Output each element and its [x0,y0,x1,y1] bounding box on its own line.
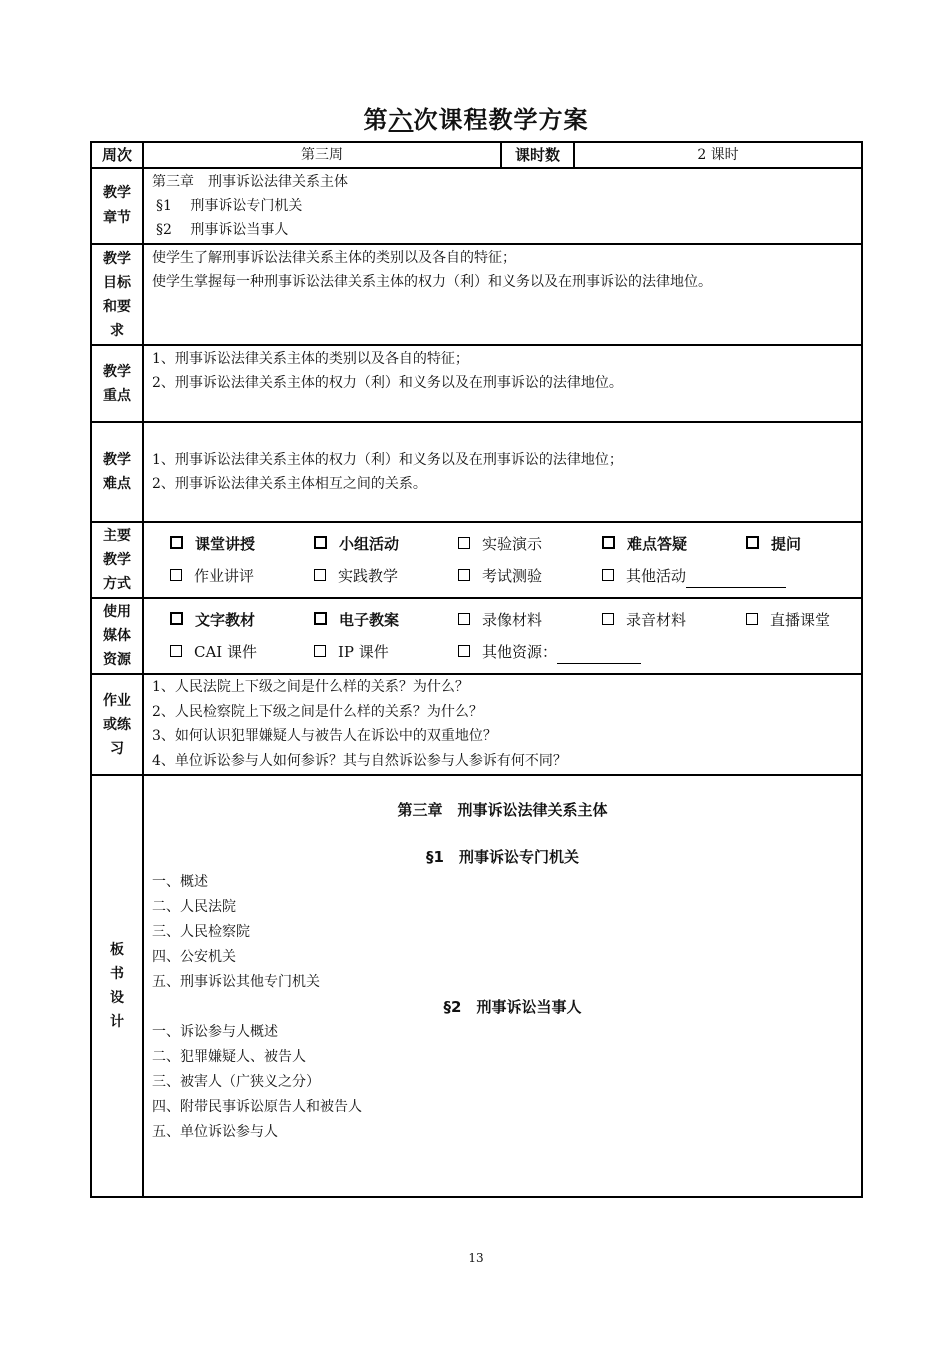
board-section1-title: §1 刑事诉讼专门机关 [426,848,579,866]
chapter-row [91,168,862,244]
chapter-line: §2 刑事诉讼当事人 [156,222,289,238]
keypoints-line: 2、刑事诉讼法律关系主体的权力（利）和义务以及在刑事诉讼的法律地位。 [152,375,623,391]
goals-content [143,244,862,345]
chapter-content [143,168,862,244]
lesson-plan-table [90,141,863,1198]
board-section2-title: §2 刑事诉讼当事人 [443,998,582,1016]
board-item: 五、刑事诉讼其他专门机关 [152,974,320,990]
methods-row [91,522,862,598]
page-number: 13 [468,1251,484,1265]
week-label: 周次 [91,142,143,168]
homework-item: 2、人民检察院上下级之间是什么样的关系？为什么？ [152,703,483,720]
media-e-lesson-checkbox[interactable]: 电子教案 [314,608,458,632]
board-item: 四、附带民事诉讼原告人和被告人 [152,1099,362,1115]
board-chapter-title: 第三章 刑事诉讼法律关系主体 [397,801,608,819]
difficulties-row [91,422,862,522]
keypoints-content [143,345,862,422]
week-row [91,142,862,168]
media-ip-checkbox[interactable]: IP 课件 [314,640,458,664]
chapter-line: §1 刑事诉讼专门机关 [156,198,303,214]
media-textbook-checkbox[interactable]: 文字教材 [170,608,314,632]
keypoints-row [91,345,862,422]
media-label: 使用媒体资源 [91,598,143,674]
board-content [143,775,862,1197]
homework-label: 作业或练习 [91,674,143,775]
method-qa-checkbox[interactable]: 难点答疑 [602,532,746,556]
homework-item: 4、单位诉讼参与人如何参诉？其与自然诉讼参与人参诉有何不同？ [152,752,567,769]
method-group-checkbox[interactable]: 小组活动 [314,532,458,556]
method-homework-review-checkbox[interactable]: 作业讲评 [170,564,314,588]
page-title: 第六次课程教学方案 [363,106,589,134]
chapter-label: 教学章节 [91,168,143,244]
goals-line: 使学生了解刑事诉讼法律关系主体的类别以及各自的特征； [152,250,516,266]
difficulties-line: 2、刑事诉讼法律关系主体相互之间的关系。 [152,476,427,492]
board-row [91,775,862,1197]
homework-item: 3、如何认识犯罪嫌疑人与被告人在诉讼中的双重地位？ [152,728,497,744]
difficulties-line: 1、刑事诉讼法律关系主体的权力（利）和义务以及在刑事诉讼的法律地位； [152,452,623,468]
homework-row [91,674,862,775]
media-row [91,598,862,674]
method-other-checkbox[interactable]: 其他活动 [602,564,786,588]
board-item: 二、人民法院 [152,899,236,915]
week-value: 第三周 [143,142,501,168]
methods-label: 主要教学方式 [91,522,143,598]
board-item: 四、公安机关 [152,949,236,965]
media-other-blank[interactable] [557,647,641,664]
keypoints-line: 1、刑事诉讼法律关系主体的类别以及各自的特征； [152,351,469,367]
board-item: 一、诉讼参与人概述 [152,1024,278,1040]
difficulties-label: 教学难点 [91,422,143,522]
hours-value: 2 课时 [574,142,862,168]
goals-label: 教学目标和要求 [91,244,143,345]
method-lecture-checkbox[interactable]: 课堂讲授 [170,532,314,556]
method-other-blank[interactable] [686,571,786,588]
difficulties-content [143,422,862,522]
media-content [143,598,862,674]
board-item: 一、概述 [152,874,208,890]
media-other-checkbox[interactable]: 其他资源： [458,640,641,664]
keypoints-label: 教学重点 [91,345,143,422]
method-exam-checkbox[interactable]: 考试测验 [458,564,602,588]
board-item: 三、被害人（广狭义之分） [152,1074,320,1090]
chapter-line: 第三章 刑事诉讼法律关系主体 [152,174,348,190]
method-experiment-checkbox[interactable]: 实验演示 [458,532,602,556]
homework-content [143,674,862,775]
board-item: 三、人民检察院 [152,924,250,940]
method-question-checkbox[interactable]: 提问 [746,532,801,556]
media-video-checkbox[interactable]: 录像材料 [458,608,602,632]
board-label: 板书设计 [91,775,143,1197]
methods-content [143,522,862,598]
media-cai-checkbox[interactable]: CAI 课件 [170,640,314,664]
media-live-checkbox[interactable]: 直播课堂 [746,608,830,632]
board-item: 五、单位诉讼参与人 [152,1124,278,1140]
media-audio-checkbox[interactable]: 录音材料 [602,608,746,632]
board-item: 二、犯罪嫌疑人、被告人 [152,1049,306,1065]
homework-item: 1、人民法院上下级之间是什么样的关系？为什么？ [152,679,469,695]
goals-line: 使学生掌握每一种刑事诉讼法律关系主体的权力（利）和义务以及在刑事诉讼的法律地位。 [152,274,712,290]
hours-label: 课时数 [501,142,574,168]
method-practice-checkbox[interactable]: 实践教学 [314,564,458,588]
goals-row [91,244,862,345]
